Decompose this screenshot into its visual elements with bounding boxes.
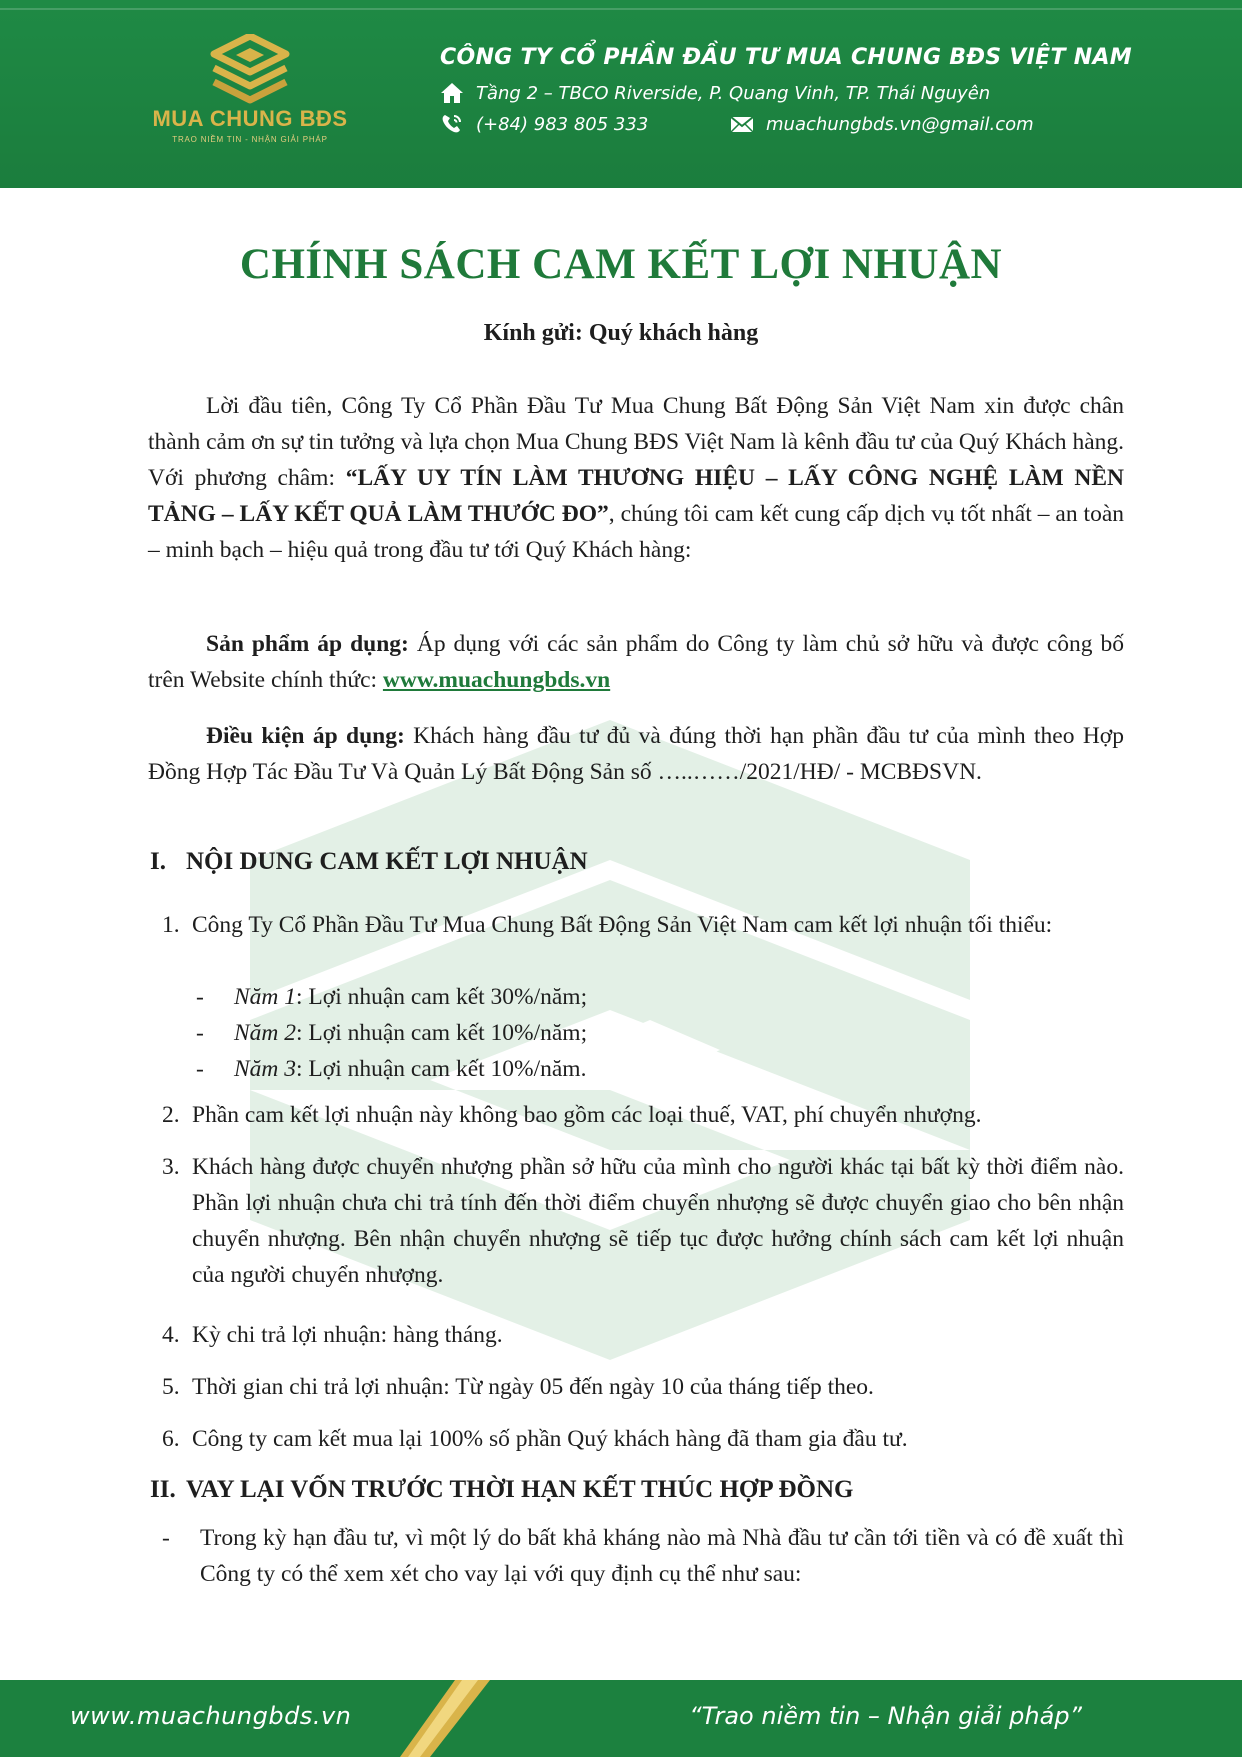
section-number: II.	[150, 1476, 176, 1503]
home-icon	[440, 82, 464, 104]
sub-list-item	[196, 1051, 586, 1087]
section-number: I.	[150, 848, 166, 875]
company-phone[interactable]	[440, 113, 648, 135]
dash-bullet: -	[196, 1056, 204, 1082]
list-item	[162, 907, 1124, 943]
footer-website[interactable]: www.muachungbds.vn	[70, 1702, 352, 1730]
phone-text: (+84) 983 805 333	[476, 113, 649, 135]
document-title: CHÍNH SÁCH CAM KẾT LỢI NHUẬN	[239, 241, 1003, 288]
item-text: Công ty cam kết mua lại 100% số phần Quý khách hàng đã tham gia đầu tư.	[192, 1426, 908, 1452]
condition-label: Điều kiện áp dụng:	[206, 723, 405, 749]
dash-bullet: -	[162, 1525, 170, 1551]
company-logo	[140, 34, 360, 154]
section-heading-1	[150, 848, 588, 876]
item-text: Thời gian chi trả lợi nhuận: Từ ngày 05 đến ngày 10 của tháng tiếp theo.	[192, 1374, 874, 1400]
intro-paragraph	[148, 388, 1124, 568]
sub-list-item	[196, 979, 587, 1015]
section-title: VAY LẠI VỐN TRƯỚC THỜI HẠN KẾT THÚC HỢP ĐỒNG	[186, 1476, 854, 1503]
list-item	[162, 1097, 1124, 1133]
intro-text: Lời đầu tiên, Công Ty Cổ Phần Đầu Tư Mua Chung Bất Động Sản Việt Nam xin được chân thành cảm ơn sự tin tưởng và lựa chọn Mua Chung BĐS Việt Nam là kênh đầu tư của Quý Khách hàng. Với phương châm:	[148, 393, 1124, 491]
item-number: 5.	[162, 1374, 180, 1400]
item-number: 1.	[162, 912, 180, 938]
list-item	[162, 1317, 1124, 1353]
item-text: Kỳ chi trả lợi nhuận: hàng tháng.	[192, 1322, 503, 1348]
item-number: 2.	[162, 1102, 180, 1128]
letterhead-footer	[0, 1680, 1242, 1757]
greeting: Kính gửi: Quý khách hàng	[483, 320, 759, 346]
item-text: Khách hàng được chuyển nhượng phần sở hữu của mình cho người khác tại bất kỳ thời điểm nào. Phần lợi nhuận chưa chi trả tính đến thời điểm chuyển nhượng sẽ được chuyển giao cho bên nhận chuyển nhượng. Bên nhận chuyển nhượng sẽ tiếp tục được hưởng chính sách cam kết lợi nhuận của người chuyển nhượng.	[192, 1154, 1124, 1288]
year-text: : Lợi nhuận cam kết 10%/năm.	[296, 1056, 587, 1082]
dash-bullet: -	[196, 984, 204, 1010]
item-text: Công Ty Cổ Phần Đầu Tư Mua Chung Bất Động Sản Việt Nam cam kết lợi nhuận tối thiểu:	[192, 912, 1053, 938]
company-address	[440, 82, 990, 104]
year-label: Năm 2	[234, 1020, 297, 1046]
item-number: 4.	[162, 1322, 180, 1348]
footer-accent-stripe	[400, 1680, 490, 1757]
phone-icon	[440, 113, 464, 135]
product-paragraph	[148, 626, 1124, 698]
letterhead-header	[0, 0, 1242, 188]
section-heading-2	[150, 1476, 854, 1504]
item-number: 6.	[162, 1426, 180, 1452]
list-item	[162, 1421, 1124, 1457]
address-text: Tầng 2 – TBCO Riverside, P. Quang Vinh, TP. Thái Nguyên	[476, 82, 991, 104]
list-item	[162, 1149, 1124, 1293]
year-label: Năm 3	[234, 1056, 297, 1082]
sub-list-item	[196, 1015, 587, 1051]
envelope-icon	[730, 113, 754, 135]
product-text: Áp dụng với các sản phẩm do Công ty làm chủ sở hữu và được công bố trên Website chính thức:	[148, 631, 1124, 693]
condition-paragraph	[148, 718, 1124, 790]
footer-slogan: “Trao niềm tin – Nhận giải pháp”	[689, 1702, 1082, 1730]
email-text: muachungbds.vn@gmail.com	[766, 113, 1034, 135]
logo-mark-icon	[210, 34, 290, 106]
year-text: : Lợi nhuận cam kết 10%/năm;	[296, 1020, 588, 1046]
condition-text: Khách hàng đầu tư đủ và đúng thời hạn phần đầu tư của mình theo Hợp Đồng Hợp Tác Đầu Tư Và Quản Lý Bất Động Sản số …..……/2021/HĐ/ - MCBĐSVN.	[148, 723, 1124, 785]
year-text: : Lợi nhuận cam kết 30%/năm;	[296, 984, 588, 1010]
company-motto: “LẤY UY TÍN LÀM THƯƠNG HIỆU – LẤY CÔNG NGHỆ LÀM NỀN TẢNG – LẤY KẾT QUẢ LÀM THƯỚC ĐO”	[148, 465, 1124, 527]
product-label: Sản phẩm áp dụng:	[206, 631, 409, 657]
list-item	[162, 1369, 1124, 1405]
item-text: Trong kỳ hạn đầu tư, vì một lý do bất khả kháng nào mà Nhà đầu tư cần tới tiền và có đề xuất thì Công ty có thể xem xét cho vay lại với quy định cụ thể như sau:	[200, 1525, 1124, 1587]
logo-name: MUA CHUNG BĐS	[152, 106, 348, 131]
item-text: Phần cam kết lợi nhuận này không bao gồm các loại thuế, VAT, phí chuyển nhượng.	[192, 1102, 982, 1128]
intro-text-end: , chúng tôi cam kết cung cấp dịch vụ tốt nhất – an toàn – minh bạch – hiệu quả trong đầu tư tới Quý Khách hàng:	[148, 501, 1125, 563]
dash-bullet: -	[196, 1020, 204, 1046]
website-link[interactable]: www.muachungbds.vn	[382, 667, 611, 693]
company-email[interactable]	[730, 113, 1034, 135]
section-title: NỘI DUNG CAM KẾT LỢI NHUẬN	[186, 848, 588, 875]
logo-slogan: TRAO NIỀM TIN - NHẬN GIẢI PHÁP	[172, 135, 328, 144]
item-number: 3.	[162, 1154, 180, 1180]
company-name: CÔNG TY CỔ PHẦN ĐẦU TƯ MUA CHUNG BĐS VIỆT NAM	[440, 45, 1132, 70]
list-item	[162, 1520, 1124, 1592]
year-label: Năm 1	[234, 984, 297, 1010]
